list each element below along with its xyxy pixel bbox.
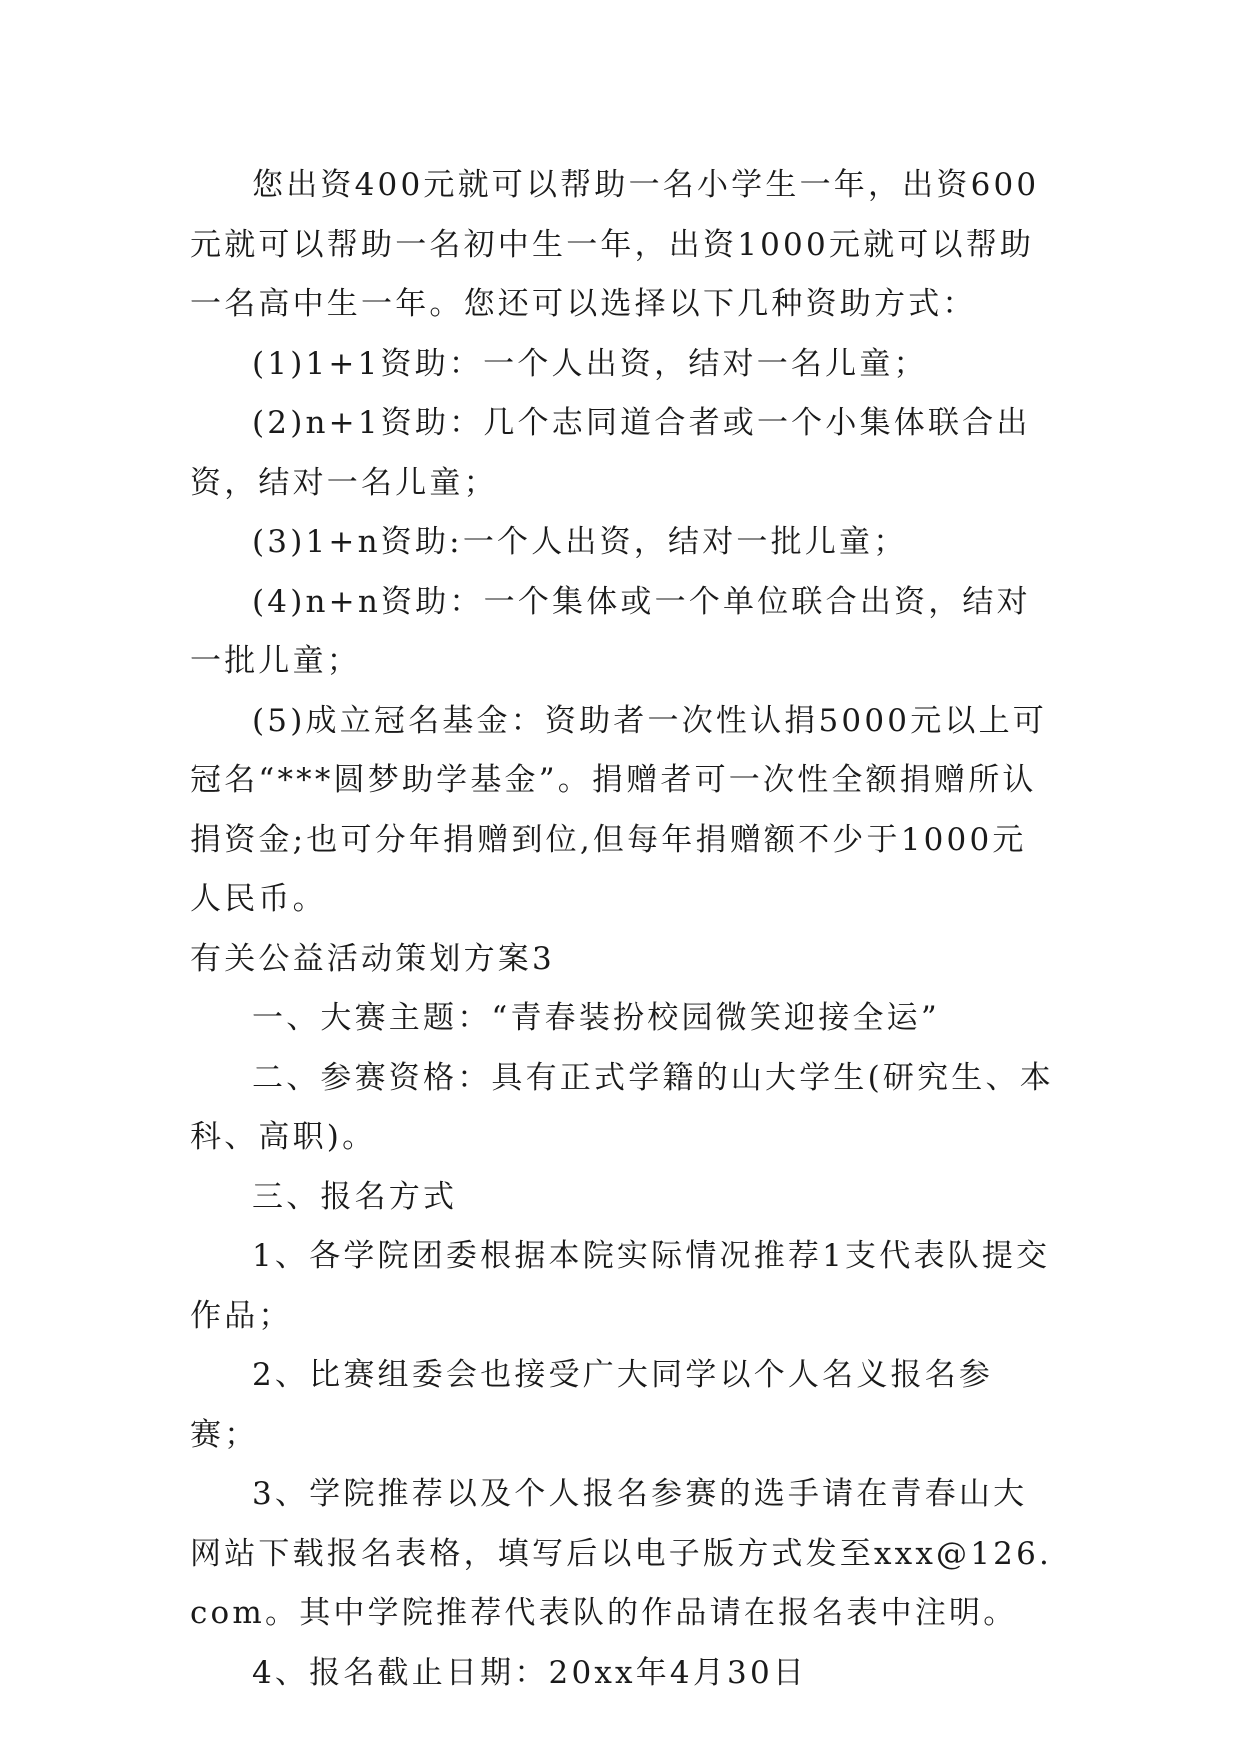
document-body: [190, 156, 1060, 1703]
paragraph-option-2: (2)n+1资助：几个志同道合者或一个小集体联合出资，结对一名儿童；: [190, 405, 1031, 501]
paragraph-registration-2: 2、比赛组委会也接受广大同学以个人名义报名参赛；: [190, 1357, 994, 1453]
paragraph-option-3: (3)1+n资助:一个人出资，结对一批儿童；: [252, 524, 908, 560]
paragraph-option-4: (4)n+n资助：一个集体或一个单位联合出资，结对一批儿童；: [190, 583, 1031, 679]
paragraph-option-5: (5)成立冠名基金：资助者一次性认捐5000元以上可冠名“***圆梦助学基金”。捐赠者可一次性全额捐赠所认捐资金;也可分年捐赠到位,但每年捐赠额不少于1000元人民币。: [190, 702, 1048, 917]
section-heading: 有关公益活动策划方案3: [190, 940, 555, 977]
paragraph-eligibility: 二、参赛资格：具有正式学籍的山大学生(研究生、本科、高职)。: [190, 1059, 1054, 1155]
paragraph-registration-3: 3、学院推荐以及个人报名参赛的选手请在青春山大网站下载报名表格，填写后以电子版方式发至xxx@126.com。其中学院推荐代表队的作品请在报名表中注明。: [190, 1476, 1053, 1631]
paragraph-option-1: (1)1+1资助：一个人出资，结对一名儿童；: [252, 345, 928, 382]
paragraph-registration-deadline: 4、报名截止日期：20xx年4月30日: [252, 1654, 808, 1691]
paragraph-funding-amounts: 您出资400元就可以帮助一名小学生一年，出资600元就可以帮助一名初中生一年，出资1000元就可以帮助一名高中生一年。您还可以选择以下几种资助方式：: [190, 167, 1040, 322]
paragraph-registration-heading: 三、报名方式: [252, 1178, 458, 1215]
paragraph-contest-theme: 一、大赛主题：“青春装扮校园微笑迎接全运”: [252, 1000, 940, 1036]
paragraph-registration-1: 1、各学院团委根据本院实际情况推荐1支代表队提交作品；: [190, 1238, 1051, 1334]
